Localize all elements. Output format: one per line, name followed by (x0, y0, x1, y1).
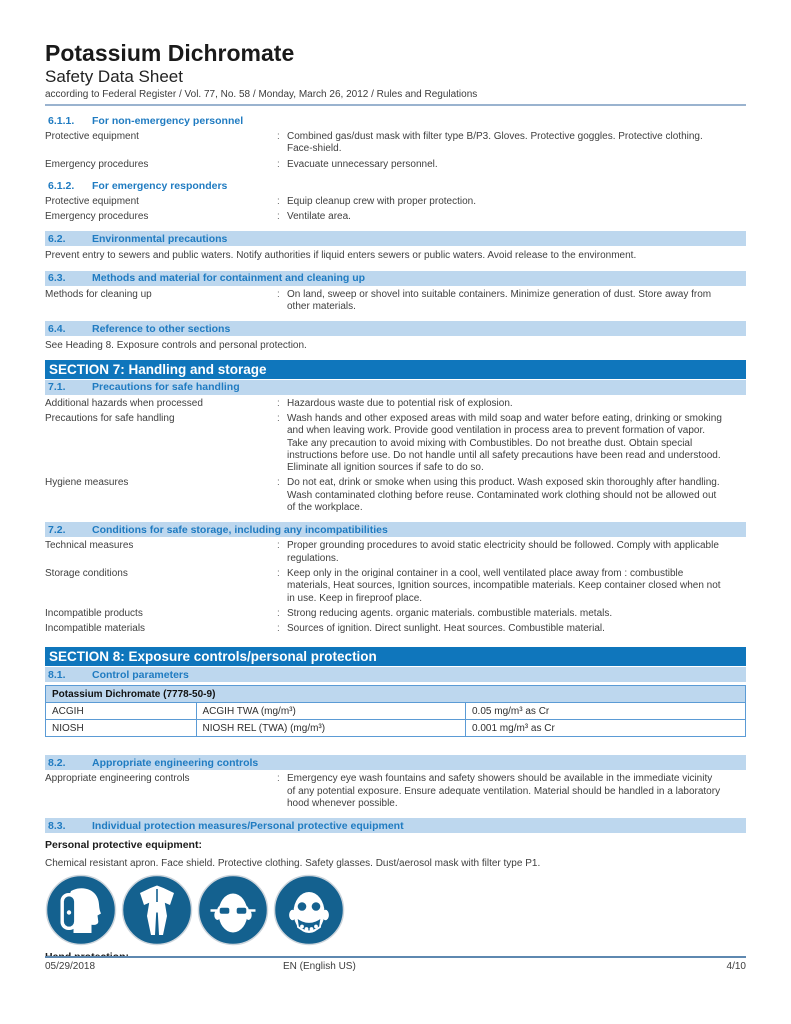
field-label: Incompatible products (45, 607, 143, 619)
doc-regulation-note: according to Federal Register / Vol. 77, No. 58 / Monday, March 26, 2012 / Rules and Regulations (45, 89, 478, 100)
field-label: Appropriate engineering controls (45, 773, 190, 785)
subsection-banner-7-2 (45, 522, 746, 537)
heading-title: For non-emergency personnel (92, 115, 244, 127)
field-row (45, 398, 746, 410)
subsection-banner-6-4 (45, 321, 746, 336)
heading-number: 8.2. (48, 756, 66, 769)
heading-number: 6.1.2. (48, 179, 75, 192)
field-label: Storage conditions (45, 567, 128, 579)
protective-clothing-icon (121, 874, 193, 946)
heading-number: 6.1.1. (48, 115, 75, 127)
field-value: Do not eat, drink or smoke when using this product. Wash exposed skin thoroughly after handling. Wash contaminated clothing before reuse. Contaminated work clothing should not be allowed out of the workplace. (287, 477, 720, 514)
doc-subtitle: Safety Data Sheet (45, 67, 183, 86)
field-label: Hygiene measures (45, 477, 129, 489)
heading-title: Control parameters (92, 668, 189, 681)
footer-language: EN (English US) (283, 961, 356, 972)
page-title: Potassium Dichromate (45, 40, 295, 66)
subsection-banner-7-1 (45, 380, 746, 395)
ppe-heading: Personal protective equipment: (45, 839, 202, 852)
heading-title: Precautions for safe handling (92, 381, 240, 394)
field-label: Additional hazards when processed (45, 397, 203, 409)
heading-6-1-2 (45, 180, 746, 193)
heading-number: 7.2. (48, 523, 66, 536)
field-colon (277, 773, 287, 810)
footer-date: 05/29/2018 (45, 961, 96, 972)
field-label: Protective equipment (45, 131, 139, 142)
field-colon (277, 196, 287, 208)
field-value: Wash hands and other exposed areas with mild soap and water before eating, drinking or smoking and when leaving work. Provide good ventilation in process area to prevent formation of vapor. Take any precaution to avoid mixing with Combustibles. Do not breathe dust. Obtain special instructions before use. Do not handle until all safety precautions have been read and understood. Eliminate all ignition sources if safe to do so. (287, 412, 722, 474)
field-label: Emergency procedures (45, 211, 149, 223)
heading-number: 8.3. (48, 819, 66, 832)
field-row (45, 413, 746, 474)
field-row (45, 196, 746, 208)
subsection-banner-8-2 (45, 755, 746, 770)
heading-number: 7.1. (48, 381, 66, 394)
field-row (45, 623, 746, 635)
parameter-cell: NIOSH REL (TWA) (mg/m³) (196, 720, 466, 737)
subsection-banner-6-2 (45, 231, 746, 246)
field-value: Proper grounding procedures to avoid static electricity should be followed. Comply with applicable regulations. (287, 540, 719, 564)
field-colon (277, 568, 287, 605)
field-value: Hazardous waste due to potential risk of explosion. (287, 397, 513, 409)
field-row (45, 211, 746, 223)
field-label: Protective equipment (45, 195, 139, 207)
value-cell: 0.001 mg/m³ as Cr (466, 720, 746, 737)
dust-mask-icon (273, 874, 345, 946)
field-row (45, 773, 746, 810)
field-value: Combined gas/dust mask with filter type B/P3. Gloves. Protective goggles. Protective clothing. Face-shield. (287, 131, 703, 155)
heading-title: For emergency responders (92, 179, 228, 192)
heading-number: 6.3. (48, 272, 66, 285)
heading-title: Individual protection measures/Personal protective equipment (92, 819, 404, 832)
field-colon (277, 211, 287, 223)
heading-title: Appropriate engineering controls (92, 756, 259, 769)
paragraph: Prevent entry to sewers and public waters. Notify authorities if liquid enters sewers or public waters. Avoid release to the environment. (45, 250, 637, 262)
ppe-description: Chemical resistant apron. Face shield. Protective clothing. Safety glasses. Dust/aerosol mask with filter type P1. (45, 857, 541, 869)
section-banner-7: SECTION 7: Handling and storage (45, 360, 746, 379)
field-colon (277, 477, 287, 514)
field-value: Equip cleanup crew with proper protection. (287, 195, 476, 207)
heading-6-1-1 (45, 115, 746, 128)
value-cell: 0.05 mg/m³ as Cr (466, 703, 746, 720)
header-divider (45, 104, 746, 106)
field-colon (277, 398, 287, 410)
page-footer (45, 956, 746, 972)
footer-page-number: 4/10 (726, 961, 746, 972)
field-colon (277, 540, 287, 565)
heading-title: Conditions for safe storage, including any incompatibilities (92, 523, 388, 536)
field-value: Sources of ignition. Direct sunlight. Heat sources. Combustible material. (287, 623, 605, 635)
field-value: On land, sweep or shovel into suitable containers. Minimize generation of dust. Store away from other materials. (287, 288, 712, 313)
agency-cell: NIOSH (46, 720, 197, 737)
field-value: Ventilate area. (287, 211, 351, 223)
heading-number: 6.2. (48, 232, 66, 245)
table-row (46, 720, 746, 737)
field-label: Emergency procedures (45, 158, 149, 170)
field-value: Keep only in the original container in a cool, well ventilated place away from : combustible materials, Heat sources, Ignition sources, incompatible materials. Keep container closed when not in use. Keep in fireproof place. (287, 567, 721, 604)
field-value: Emergency eye wash fountains and safety showers should be available in the immediate vicinity of any potential exposure. Ensure adequate ventilation. Material should be handled in a laboratory hood whenever possible. (287, 773, 721, 810)
field-row (45, 540, 746, 565)
field-colon (277, 159, 287, 171)
subsection-banner-8-1 (45, 667, 746, 682)
field-row (45, 568, 746, 605)
field-label: Incompatible materials (45, 623, 146, 635)
field-value: Strong reducing agents. organic materials. combustible materials. metals. (287, 607, 613, 619)
heading-title: Methods and material for containment and cleaning up (92, 272, 366, 285)
field-row (45, 159, 746, 171)
section-banner-8: SECTION 8: Exposure controls/personal protection (45, 647, 746, 666)
field-colon (277, 413, 287, 474)
heading-title: Reference to other sections (92, 322, 231, 335)
face-shield-icon (45, 874, 117, 946)
table-row (46, 703, 746, 720)
paragraph: See Heading 8. Exposure controls and personal protection. (45, 340, 307, 352)
parameter-cell: ACGIH TWA (mg/m³) (196, 703, 466, 720)
field-colon (277, 289, 287, 314)
field-label: Technical measures (45, 540, 134, 552)
field-colon (277, 608, 287, 620)
heading-number: 6.4. (48, 322, 66, 335)
field-value: Evacuate unnecessary personnel. (287, 158, 438, 170)
field-label: Methods for cleaning up (45, 288, 152, 300)
agency-cell: ACGIH (46, 703, 197, 720)
exposure-limits-table (45, 685, 746, 737)
safety-glasses-icon (197, 874, 269, 946)
field-row (45, 289, 746, 314)
field-label: Precautions for safe handling (45, 412, 175, 424)
field-colon (277, 623, 287, 635)
table-header-row (46, 686, 746, 703)
heading-number: 8.1. (48, 668, 66, 681)
field-row (45, 131, 746, 156)
ppe-icon-row (45, 874, 746, 946)
field-colon (277, 131, 287, 156)
table-title: Potassium Dichromate (7778-50-9) (46, 686, 746, 703)
field-row (45, 608, 746, 620)
subsection-banner-6-3 (45, 271, 746, 286)
field-row (45, 477, 746, 514)
subsection-banner-8-3 (45, 818, 746, 833)
heading-title: Environmental precautions (92, 232, 228, 245)
